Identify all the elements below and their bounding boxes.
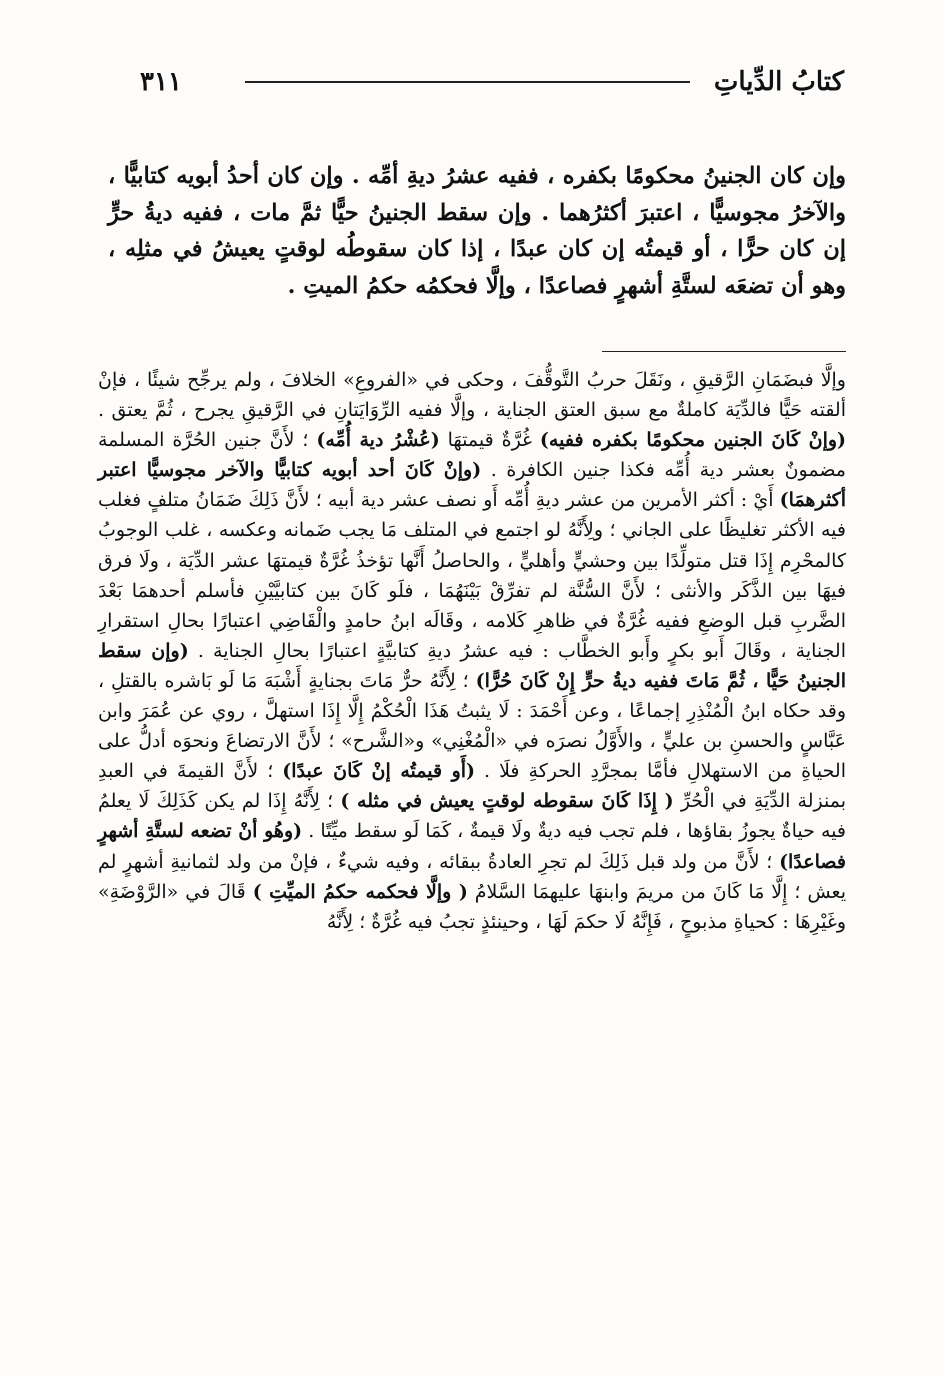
quoted-matn-segment: (وإن سقط الجنينُ حَيًّا ، ثُمَّ مَاتَ ففيه ديةُ حرٍّ إِنْ كَانَ حُرًّا) [98,639,847,692]
chapter-title: كتابُ الدِّياتِ [713,67,844,97]
quoted-matn-segment: (أَو قيمتُه إنْ كَانَ عبدًا) [282,760,476,783]
quoted-matn-segment: (وإنْ كَانَ أحد أبويه كتابيًّا والآخر مجوسيًّا اعتبر أكثرهمَا) [98,459,846,512]
commentary-segment: وإلَّا فبضَمَانِ الرَّقيقِ ، ونَقَلَ حربُ التَّوقُّفَ ، وحكى في «الفروعِ» الخلافَ ، ولم يرجِّح شيئًا ، فإنْ ألقته حَيًّا فالدِّيَة كاملةٌ مع سبق العتق الجناية ، وإلَّا ففيه الرِّوَايَتانِ في الرَّقيقِ يجرح ، ثُمَّ يعتق . [98,369,846,422]
matn-text-block [108,158,846,304]
quoted-matn-segment: (عُشْرُ دية أُمِّه) [316,429,440,452]
quoted-matn-segment: (وهُو أنْ تضعه لستَّةِ أشهرٍ فصاعدًا) [98,820,846,873]
footnote-separator [602,351,846,352]
commentary-segment: أَيْ : أكثر الأمرين من عشر ديةِ أُمِّه أَو نصف عشر دية أبيه ؛ لأَنَّ ذَلِكَ ضَمَانُ متلفٍ فغلب فيه الأكثر تغليظًا على الجاني ؛ ولِأَنَّهُ لو اجتمع في المتلف مَا يجب ضَمانه وعكسه ، غلب الوجوبُ كالمحْرِم إِذَا قتل متولِّدًا بين وحشيٍّ وأهليٍّ ، والحاصلُ أَنَّها تؤخذُ غُرَّةٌ قيمتهَا عشر الدِّيَة ، ولَا فرق فيهَا بين الذَّكَر والأنثى ؛ لأَنَّ السُّنَّة لم تفرِّقْ بَيْنَهُمَا ، فلَو كَانَ بين كتابيَّيْنِ فأسلم أحدهمَا بَعْدَ الضَّربِ قبل الوضعِ ففيه غُرَّةٌ في ظاهرِ كَلامه ، وقَالَه ابنُ حامدٍ والْقَاضِي اعتبارًا بحالِ استقرارِ الجناية ، وقَالَ أَبو بكرٍ وأَبو الخطَّاب : فيه عشرُ ديةِ كتابيَّةٍ اعتبارًا بحالِ الجناية . [98,489,846,662]
commentary-segment: ؛ لأَنَّ من ولد قبل ذَلِكَ لم تجرِ العادةُ ببقائه ، وفيه شيءٌ ، فإنْ من ولد لثمانيةِ أشهرٍ لم يعش ؛ إِلَّا مَا كَانَ من مريمَ وابنهَا عليهمَا السَّلامُ [98,850,846,903]
commentary-segment: غُرَّةٌ قيمتهَا [439,429,540,452]
quoted-matn-segment: ( وإلَّا فحكمه حكمُ الميِّتِ ) [252,880,468,903]
commentary-segment: ؛ لِأَنَّهُ إِذَا لم يكن كَذَلِكَ لَا يعلمُ فيه حياةٌ يجوزُ بقاؤها ، فلم تجب فيه ديةٌ ولَا قيمةٌ ، كَمَا لَو سقط ميِّتًا . [98,790,846,843]
commentary-segment: ؛ لِأَنَّهُ حرٌّ مَاتَ بجنايةٍ أَشْبَهَ مَا لَو بَاشره بالقتلِ ، وقد حكاه ابنُ الْمُنْذِرِ إجماعًا ، وعن أَحْمَدَ : لَا يثبتُ هَذَا الْحُكْمُ إِلَّا إِذَا استهلَّ ، روي عن عُمَرَ وابن عَبَّاسٍ والحسنِ بن عليٍّ ، والأَوَّلُ نصرَه في «الْمُغْنِي» و«الشَّرح» ؛ لأَنَّ الارتضاعَ ونحوَه أدلُّ على الحياةِ من الاستهلالِ فأمَّا بمجرَّدِ الحركةِ فلَا . [98,669,846,783]
page-header [140,62,844,102]
matn-paragraph: وإن كان الجنينُ محكومًا بكفره ، ففيه عشرُ ديةِ أمِّه . وإن كان أحدُ أبويه كتابيًّا ، والآخرُ مجوسيًّا ، اعتبرَ أكثرُهما . وإن سقط الجنينُ حيًّا ثمَّ مات ، ففيه ديةُ حرٍّ إن كان حرًّا ، أو قيمتُه إن كان عبدًا ، إذا كان سقوطُه لوقتٍ يعيشُ في مثلِه ، وهو أن تضعَه لستَّةِ أشهرٍ فصاعدًا ، وإلَّا فحكمُه حكمُ الميتِ . [108,163,846,299]
sharh-paragraph [98,365,846,937]
sharh-commentary-block [98,365,846,937]
page-number: ٣١١ [140,67,182,97]
commentary-segment: ؛ لأَنَّ القيمةَ في العبدِ بمنزلة الدِّيَةِ في الْحُرِّ [98,760,847,813]
quoted-matn-segment: (وإنْ كَانَ الجنين محكومًا بكفره ففيه) [539,429,847,452]
commentary-segment: ؛ لأَنَّ جنين الحُرَّة المسلمة مضمونٌ بعشر دية أُمِّه فكذا جنين الكافرة . [98,429,846,482]
quoted-matn-segment: ( إِذَا كَانَ سقوطه لوقتٍ يعيش في مثله ) [340,790,674,813]
commentary-segment: قَالَ في «الرَّوْضَةِ» وغَيْرِهَا : كحياةِ مذبوحٍ ، فَإِنَّهُ لَا حكمَ لَهَا ، وحينئذٍ تجبُ فيه غُرَّةٌ ؛ لِأَنَّهُ [98,880,846,933]
header-rule [245,81,690,83]
